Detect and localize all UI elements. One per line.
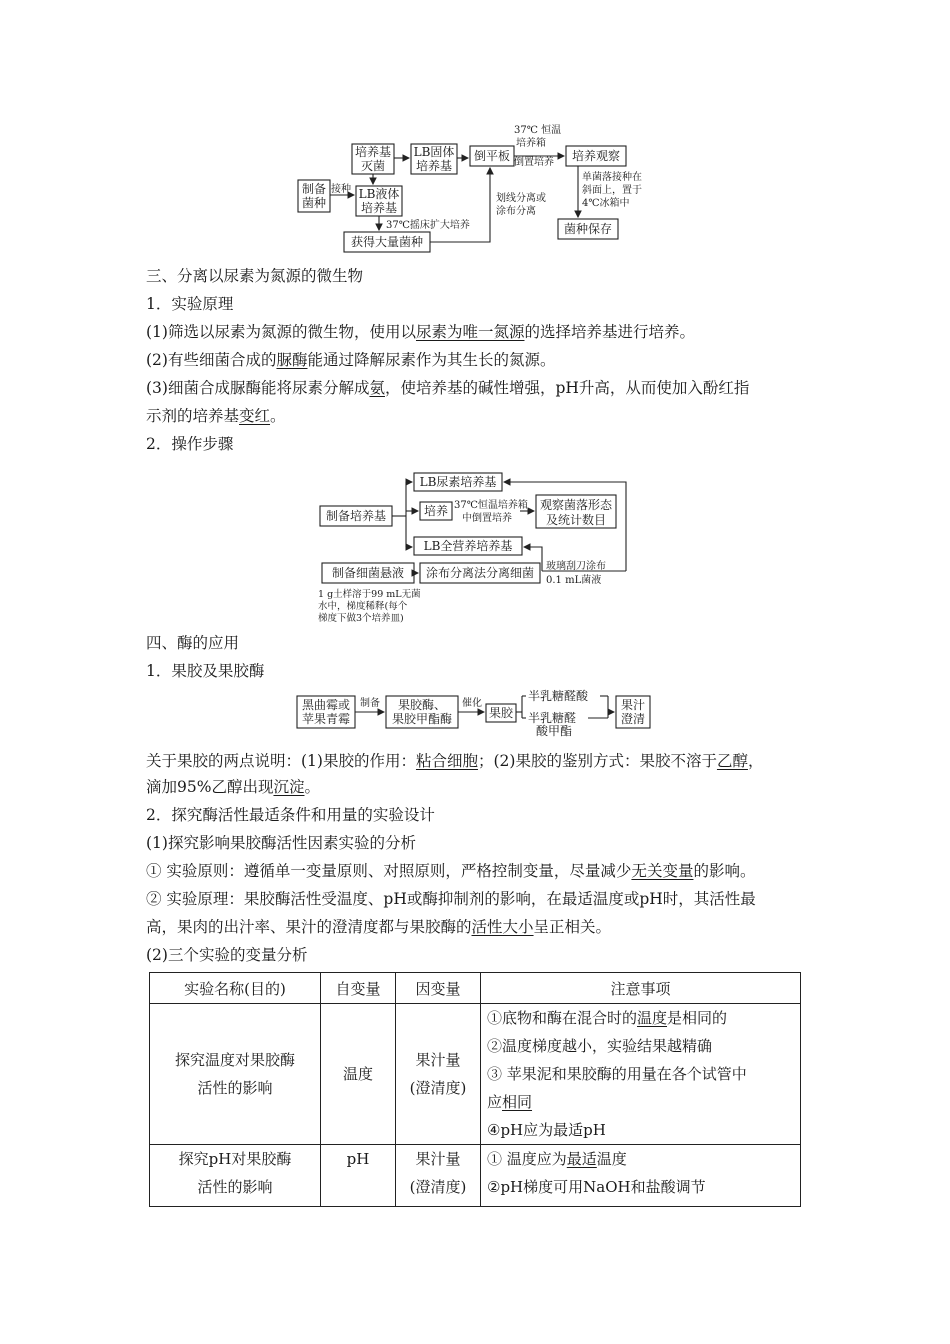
note1-key2: 乙醇 [716,752,748,770]
row2-dv-line1: 果汁量 [415,1150,461,1168]
table-row [150,1145,801,1207]
p1-c: 的选择培养基进行培养。 [524,323,695,341]
row2-note1-key: 最适 [566,1150,597,1168]
c1-a: ① 实验原则：遵循单一变量原则、对照原则，严格控制变量，尽量减少 [146,862,632,880]
row2-name-line2: 活性的影响 [197,1178,273,1196]
section3-p1 [146,322,695,342]
juice-line2: 澄清 [620,712,646,726]
incubate-note-3: 倒置培养 [514,157,554,168]
row1-note1 [487,1004,794,1032]
note1-key1: 粘合细胞 [415,752,478,770]
p1-a: (1)筛选以尿素为氮源的微生物，使用以 [146,323,416,341]
spread-note-1: 玻璃刮刀涂布 [546,561,606,572]
row1-note3: ③ 苹果泥和果胶酶的用量在各个试管中 [487,1065,747,1083]
row2-dv [396,1145,481,1207]
observe-line2: 及统计数目 [545,513,607,527]
culture-observe-label: 培养观察 [571,149,621,163]
p2-key: 脲酶 [276,351,308,369]
header-iv: 自变量 [321,973,396,1004]
c2b-a: 高，果肉的出汁率、果汁的澄清度都与果胶酶的 [146,918,472,936]
p3b-a: 示剂的培养基 [146,407,240,425]
single-colony-note-2: 斜面上，置于 [582,185,642,196]
spread-isolate-label: 涂布分离法分离细菌 [425,566,535,580]
row1-notes [481,1004,801,1145]
strain-preserve-label: 菌种保存 [563,222,613,236]
row1-dv-line2: (澄清度) [409,1079,467,1097]
product2-line2: 酸甲酯 [536,724,573,738]
lb-urea-label: LB尿素培养基 [419,475,497,489]
header-name: 实验名称(目的) [150,973,321,1004]
c2b-key: 活性大小 [471,918,534,936]
row2-name [150,1145,321,1207]
row1-note4: ④pH应为最适pH [487,1121,606,1139]
variable-analysis-table [149,972,801,1207]
row1-name-line1: 探究温度对果胶酶 [174,1051,295,1069]
row2-note2: ②pH梯度可用NaOH和盐酸调节 [487,1178,706,1196]
row1-name-line2: 活性的影响 [197,1079,273,1097]
row2-dv-line2: (澄清度) [409,1178,467,1196]
shaker-note: 37℃摇床扩大培养 [386,220,470,231]
soil-note-2: 水中，梯度稀释(每个 [318,601,408,612]
obtain-bacteria-label: 获得大量菌种 [350,235,424,249]
note2-key: 沉淀 [273,778,305,796]
incubate2-note-1: 37℃恒温培养箱 [454,500,528,511]
section3-p2 [146,350,556,370]
section3-heading: 三、分离以尿素为氮源的微生物 [146,267,364,285]
incubate2-note-2: 中倒置培养 [462,513,512,524]
section4-c2a: ② 实验原理：果胶酶活性受温度、pH或酶抑制剂的影响，在最适温度或pH时，其活性最 [146,890,756,908]
inoculate-label: 接种 [331,184,351,195]
single-colony-note-3: 4℃冰箱中 [582,198,630,209]
culture-label: 培养 [423,504,449,518]
table-header-row [150,973,801,1004]
row1-dv [396,1004,481,1145]
section3-p3a [146,378,749,398]
product2-line1: 半乳糖醛 [528,711,577,725]
juice-line1: 果汁 [620,698,646,712]
p3b-key: 变红 [239,407,271,425]
observe-line1: 观察菌落形态 [539,498,613,512]
p3a-key: 氨 [369,379,385,397]
header-dv: 因变量 [396,973,481,1004]
row2-notes [481,1145,801,1207]
source-line2: 苹果青霉 [301,712,351,726]
prepare-strain-line1: 制备 [301,182,327,196]
note1-a: 关于果胶的两点说明：(1)果胶的作用： [146,752,416,770]
row1-note1-c: 是相同的 [667,1009,728,1027]
c1-c: 的影响。 [693,862,756,880]
sterilize-medium-line1: 培养基 [354,145,392,159]
row1-iv: 温度 [321,1004,396,1145]
soil-note-1: 1 g土样溶于99 mL无菌 [318,589,421,600]
pectin-flowchart [292,688,662,738]
sterilize-medium-line2: 灭菌 [360,159,386,173]
prepare-strain-line2: 菌种 [301,196,327,210]
section4-c2b [146,917,611,937]
row1-note3b-key: 相同 [502,1093,533,1111]
lb-liquid-line1: LB液体 [358,187,400,201]
soil-note-3: 梯度下做3个培养皿) [318,613,404,624]
section4-heading: 四、酶的应用 [146,634,240,652]
note2-a: 滴加95%乙醇出现 [146,778,274,796]
section4-q2: (2)三个实验的变量分析 [146,946,308,964]
section4-c1 [146,861,755,881]
product1-label: 半乳糖醛酸 [528,689,589,703]
row2-note1-a: ① 温度应为 [487,1150,567,1168]
section4-q1: (1)探究影响果胶酶活性因素实验的分析 [146,834,416,852]
table-row [150,1004,801,1145]
row2-note1-c: 温度 [596,1150,627,1168]
note1-c: ；(2)果胶的鉴别方式：果胶不溶于 [477,752,717,770]
pectin-note1 [146,751,763,771]
lb-full-label: LB全营养培养基 [423,539,513,553]
c1-key: 无关变量 [631,862,694,880]
c2b-c: 呈正相关。 [533,918,612,936]
row1-note3b-a: 应 [487,1093,503,1111]
incubate-note-2: 培养箱 [516,138,546,149]
strain-culture-flowchart [290,120,660,255]
note1-e: ， [747,752,764,770]
p2-c: 能通过降解尿素作为其生长的氮源。 [307,351,556,369]
section4-sub2: 2．探究酶活性最适条件和用量的实验设计 [146,806,435,824]
row1-note1-a: ①底物和酶在混合时的 [487,1009,638,1027]
p1-key: 尿素为唯一氮源 [415,323,525,341]
prepare-medium-label: 制备培养基 [325,509,387,523]
section3-p3b [146,406,286,426]
pectin-label: 果胶 [488,706,514,720]
row1-note3b [487,1088,794,1116]
enzymes-line2: 果胶甲酯酶 [391,712,453,726]
catalyze-label: 催化 [462,698,482,709]
row1-note2: ②温度梯度越小，实验结果越精确 [487,1037,713,1055]
pour-plate-label: 倒平板 [473,149,511,163]
section4-sub1: 1．果胶及果胶酶 [146,662,265,680]
pectin-note2 [146,777,320,797]
p3a-a: (3)细菌合成脲酶能将尿素分解成 [146,379,370,397]
row1-note1-key: 温度 [637,1009,668,1027]
row2-note1 [487,1145,794,1173]
row2-name-line1: 探究pH对果胶酶 [178,1150,292,1168]
row1-name [150,1004,321,1145]
urea-isolation-flowchart [310,465,640,630]
spread-note-2: 0.1 mL菌液 [546,575,602,586]
row2-iv: pH [321,1145,396,1207]
lb-solid-line2: 培养基 [415,159,453,173]
header-notes: 注意事项 [481,973,801,1004]
p3b-c: 。 [270,407,286,425]
source-line1: 黑曲霉或 [301,698,351,712]
streak-note-1: 划线分离或 [496,193,546,204]
row1-dv-line1: 果汁量 [415,1051,461,1069]
prepare-suspension-label: 制备细菌悬液 [331,566,405,580]
section3-sub1: 1．实验原理 [146,295,234,313]
section3-sub2: 2．操作步骤 [146,435,234,453]
incubate-note-1: 37℃ 恒温 [514,125,562,136]
single-colony-note-1: 单菌落接种在 [582,172,642,183]
streak-note-2: 涂布分离 [496,206,536,217]
note2-c: 。 [304,778,320,796]
enzymes-line1: 果胶酶、 [397,698,447,712]
p3a-c: ，使培养基的碱性增强，pH升高，从而使加入酚红指 [384,379,750,397]
lb-solid-line1: LB固体 [413,145,455,159]
prepare-label: 制备 [360,698,380,709]
lb-liquid-line2: 培养基 [360,201,398,215]
p2-a: (2)有些细菌合成的 [146,351,277,369]
